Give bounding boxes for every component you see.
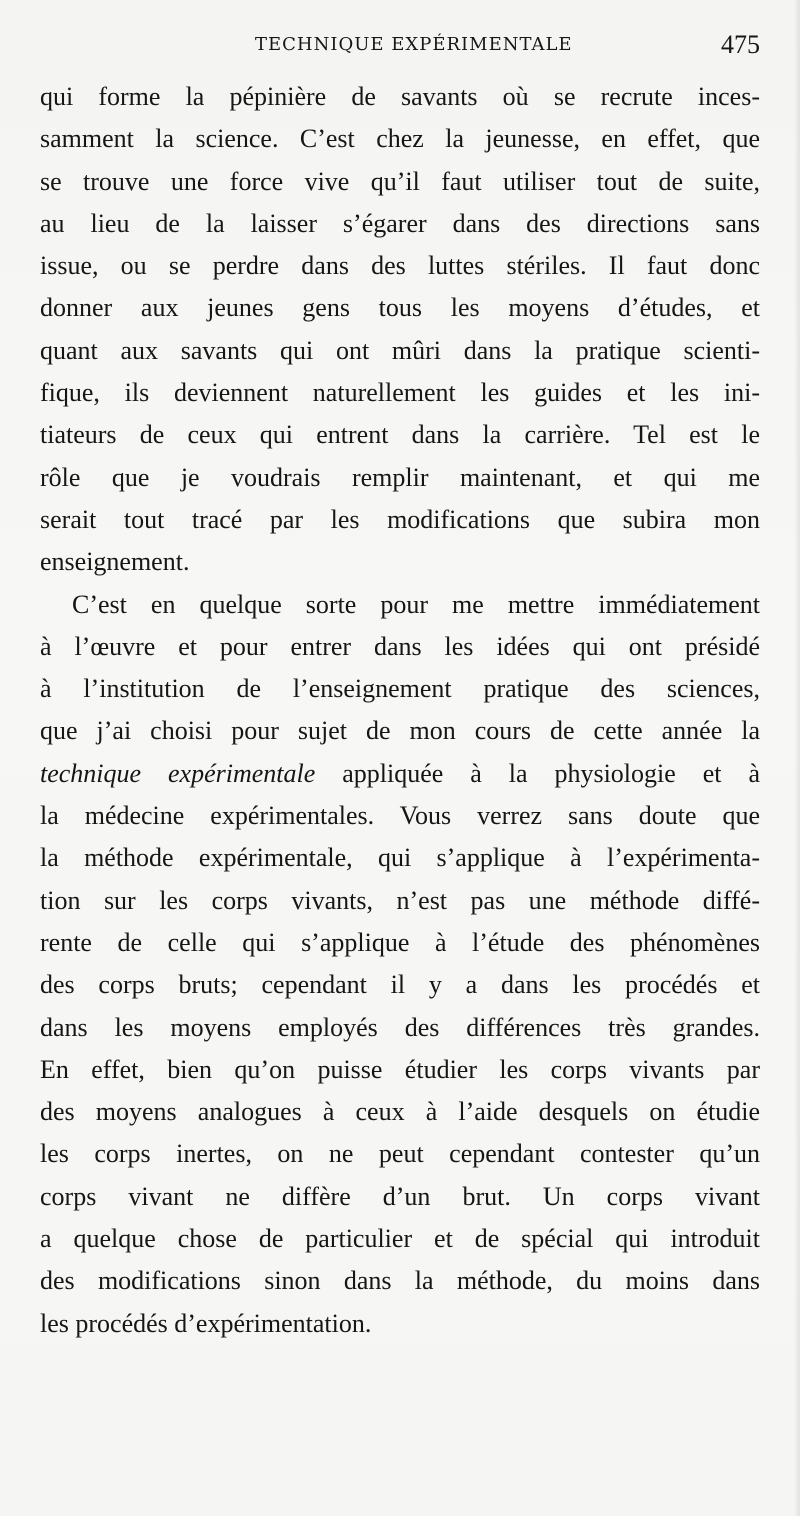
- text-line: a quelque chose de particulier et de spécial qui introduit: [40, 1224, 760, 1254]
- text-line: rente de celle qui s’applique à l’étude des phénomènes: [40, 927, 760, 957]
- text-line: donner aux jeunes gens tous les moyens d’études, et: [40, 293, 760, 323]
- page-header: [40, 30, 760, 60]
- text-line: à l’œuvre et pour entrer dans les idées qui ont présidé: [40, 631, 760, 661]
- text-line: dans les moyens employés des différences très grandes.: [40, 1012, 760, 1042]
- text-line: se trouve une force vive qu’il faut utiliser tout de suite,: [40, 166, 760, 196]
- text-line: quant aux savants qui ont mûri dans la pratique scienti-: [40, 335, 760, 365]
- italic-phrase: technique expérimentale: [40, 758, 316, 788]
- text-line: les corps inertes, on ne peut cependant contester qu’un: [40, 1139, 760, 1169]
- binding-shadow: [794, 0, 800, 1516]
- paragraph-2: [40, 584, 760, 1345]
- text-line: des modifications sinon dans la méthode, du moins dans: [40, 1266, 760, 1296]
- text-line: la médecine expérimentales. Vous verrez sans doute que: [40, 801, 760, 831]
- text-line: des corps bruts; cependant il y a dans les procédés et: [40, 970, 760, 1000]
- text-line: la méthode expérimentale, qui s’applique à l’expérimenta-: [40, 843, 760, 873]
- text-line: serait tout tracé par les modifications que subira mon: [40, 504, 760, 534]
- text-line: au lieu de la laisser s’égarer dans des directions sans: [40, 208, 760, 238]
- text-line: que j’ai choisi pour sujet de mon cours de cette année la: [40, 716, 760, 746]
- paragraph-1: [40, 76, 760, 584]
- body-text: [40, 76, 760, 1345]
- text-line: à l’institution de l’enseignement pratique des sciences,: [40, 674, 760, 704]
- text-line-with-italic: [40, 753, 760, 795]
- text-line: En effet, bien qu’on puisse étudier les corps vivants par: [40, 1054, 760, 1084]
- running-title: TECHNIQUE EXPÉRIMENTALE: [255, 34, 573, 55]
- text-line-rest: appliquée à la physiologie et à: [315, 758, 760, 788]
- text-line: tion sur les corps vivants, n’est pas une méthode diffé-: [40, 885, 760, 915]
- text-line: samment la science. C’est chez la jeunesse, en effet, que: [40, 124, 760, 154]
- page-number: 475: [721, 30, 760, 59]
- text-line: C’est en quelque sorte pour me mettre immédiatement: [72, 589, 760, 619]
- text-line: issue, ou se perdre dans des luttes stériles. Il faut donc: [40, 251, 760, 281]
- text-line: qui forme la pépinière de savants où se recrute inces-: [40, 82, 760, 111]
- text-line: enseignement.: [40, 547, 190, 577]
- text-line: fique, ils deviennent naturellement les guides et les ini-: [40, 378, 760, 408]
- text-line: tiateurs de ceux qui entrent dans la carrière. Tel est le: [40, 420, 760, 450]
- text-line: les procédés d’expérimentation.: [40, 1308, 372, 1338]
- text-line: des moyens analogues à ceux à l’aide desquels on étudie: [40, 1097, 760, 1127]
- text-line: rôle que je voudrais remplir maintenant, et qui me: [40, 462, 760, 492]
- text-line: corps vivant ne diffère d’un brut. Un corps vivant: [40, 1181, 760, 1211]
